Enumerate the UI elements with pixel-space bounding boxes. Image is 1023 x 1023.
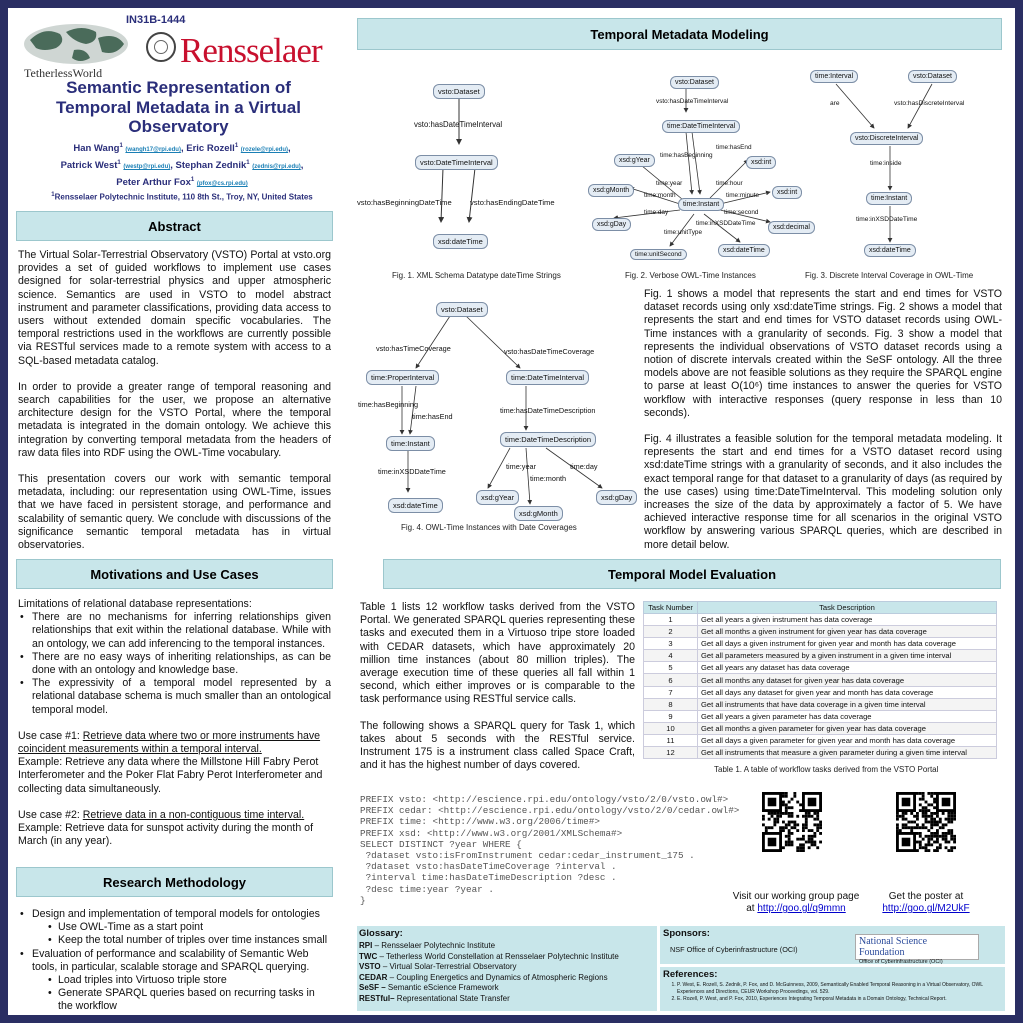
- nsf-logo: National Science Foundation Office of Cyberinfrastructure (OCI): [855, 934, 979, 960]
- table-row: [644, 662, 997, 674]
- figure-1: [357, 64, 557, 244]
- figure-4-edges: [350, 300, 640, 520]
- references-box: [660, 967, 1005, 1011]
- node-vsto-datetimeinterval: vsto:DateTimeInterval: [415, 155, 498, 170]
- edge-label: vsto:hasDateTimeInterval: [656, 98, 729, 105]
- task-number: 11: [644, 734, 698, 746]
- edge-label: time:hasBeginning: [660, 152, 713, 159]
- node-xsd-int: xsd:int: [746, 156, 776, 169]
- node-time-properinterval: time:ProperInterval: [366, 370, 439, 385]
- task-description: Get all instruments that measure a given parameter during a given time interval: [698, 747, 997, 759]
- poster-title: Semantic Representation of Temporal Metadata in a Virtual Observatory: [56, 78, 301, 136]
- figure-2: [580, 68, 810, 258]
- modeling-paragraph: Fig. 4 illustrates a feasible solution for the temporal metadata modeling. It represents the start and end times for a VSTO dataset record using xsd:dateTime strings with a granularity of seconds, and it also includes the exact temporal range for that dataset to a granularity of days (as required by the use cases) using time:DateTimeInterval. This modeling solution only increases the size of the data by approximately a factor of 5. We have achieved interactive response time for all scenarios in the original VSTO workflow by answering various SPARQL queries, which are described in more detail below.: [644, 433, 1002, 551]
- edge-label: time:unitType: [664, 229, 703, 236]
- glossary-list: [359, 941, 655, 1004]
- evaluation-paragraph: The following shows a SPARQL query for Task 1, which takes about 5 seconds with the RESTful service. Instrument 175 is a instrument class called Space Craft, and it has the highest number of days covered.: [360, 719, 635, 772]
- node-time-instant: time:Instant: [678, 198, 724, 211]
- poster: [8, 8, 1015, 1015]
- node-time-instant: time:Instant: [386, 436, 435, 451]
- email-link[interactable]: (wangh17@rpi.edu): [125, 147, 181, 154]
- node-vsto-dataset: vsto:Dataset: [670, 76, 719, 89]
- methodology-body: [18, 908, 331, 1014]
- sponsors-box: [660, 926, 1005, 964]
- task-number: 4: [644, 650, 698, 662]
- email-link[interactable]: (rozele@rpi.edu): [240, 147, 288, 154]
- column-header: Task Description: [698, 602, 997, 614]
- sponsors-text: NSF Office of Cyberinfrastructure (OCI): [670, 945, 798, 954]
- edge-label: time:day: [644, 209, 669, 216]
- task-number: 3: [644, 638, 698, 650]
- edge-label: time:hasEnd: [716, 144, 752, 151]
- edge-label: vsto:hasDiscreteInterval: [894, 100, 965, 107]
- authors-line-1: Han Wang$^1$ (wangh17@rpi.edu), Eric Rozell$^1$ (rozele@rpi.edu),: [73, 143, 291, 155]
- edge-label: time:inXSDDateTime: [378, 467, 446, 476]
- edge-label: time:hour: [716, 180, 743, 187]
- node-xsd-datetime: xsd:dateTime: [433, 234, 488, 249]
- figure-4: [350, 300, 640, 520]
- task-number: 7: [644, 686, 698, 698]
- abstract-paragraph: This presentation covers our work with semantic temporal metadata, including: our representation using OWL-Time, issues that we have faced in persistent storage, and performance and scalability of semantic query. We conclude with discussions of the significance semantic temporal metadata has in virtual observatories.: [18, 473, 331, 552]
- limitations-list: [18, 611, 331, 717]
- task-number: 12: [644, 747, 698, 759]
- node-vsto-discreteinterval: vsto:DiscreteInterval: [850, 132, 923, 145]
- task-description: Get all days any dataset for given year and month has data coverage: [698, 686, 997, 698]
- list-item: • Evaluation of performance and scalability of Semantic Web tools, in particular, scalable storage and SPARQL querying. • Load triples into Virtuoso triple store • Generate SPARQL queries based on recurring tasks in the workflow: [18, 948, 331, 1014]
- list-item: • There are no mechanisms for inferring relationships given relationships that exit within the relational database. While with an ontology, we can add inferencing to the temporal instances.: [18, 611, 331, 651]
- node-xsd-gyear: xsd:gYear: [476, 490, 519, 505]
- list-item: • Generate SPARQL queries based on recurring tasks in the workflow: [46, 987, 331, 1013]
- node-time-interval: time:Interval: [810, 70, 858, 83]
- edge-label: time:hasBeginning: [358, 400, 419, 409]
- edge-label: time:inXSDDateTime: [696, 220, 756, 227]
- figure-3-caption: Fig. 3. Discrete Interval Coverage in OWL-Time: [805, 271, 974, 280]
- tw-logo-text: TetherlessWorld: [24, 66, 103, 80]
- evaluation-paragraph: Table 1 lists 12 workflow tasks derived from the VSTO Portal. We generated SPARQL queries representing these tasks and executed them in a Virtuoso tripe store loaded with CEDAR datasets, which have approximately 20 million time instances (about 80 million triples). The average execution time of these queries all fall within 1 second, which either improves or is comparable to the task performance using RESTful service calls.: [360, 601, 635, 706]
- glossary-heading: Glossary:: [359, 928, 403, 939]
- task-number: 6: [644, 674, 698, 686]
- task-description: Get all days a given instrument for given year and month has data coverage: [698, 638, 997, 650]
- poster-id: IN31B-1444: [126, 14, 186, 26]
- globe-icon: [16, 22, 136, 72]
- edge-label: time:hasDateTimeDescription: [500, 406, 596, 415]
- table-row: [644, 710, 997, 722]
- rpi-wordmark: Rensselaer: [180, 31, 322, 70]
- node-time-datetimeinterval: time:DateTimeInterval: [662, 120, 740, 133]
- task-number: 9: [644, 710, 698, 722]
- table-caption: Table 1. A table of workflow tasks derived from the VSTO Portal: [714, 765, 939, 774]
- glossary-box: [357, 926, 657, 1011]
- edge-label: time:minute: [726, 192, 760, 199]
- reference-item: 1. P. West, E. Rozell, S. Zednik, P. Fox, and D. McGuinness, 2009, Semantically Enabled Temporal Reasoning in a Virtual Observatory, OWL Experiences and Directions, CEUR Workshop Proceedings, vol. 529.: [677, 982, 1002, 996]
- abstract-body: [18, 249, 331, 565]
- task-description: Get all years a given instrument has data coverage: [698, 614, 997, 626]
- sponsors-heading: Sponsors:: [663, 928, 710, 939]
- node-time-instant: time:Instant: [866, 192, 912, 205]
- task-description: Get all months a given instrument for given year has data coverage: [698, 626, 997, 638]
- qr-1-caption: Visit our working group page at http://goo.gl/q9mmn: [724, 891, 868, 915]
- rpi-seal-icon: [146, 32, 176, 62]
- node-xsd-datetime: xsd:dateTime: [864, 244, 916, 257]
- task-description: Get all years a given parameter has data coverage: [698, 710, 997, 722]
- qr-code-poster[interactable]: [892, 788, 960, 856]
- abstract-paragraph: The Virtual Solar-Terrestrial Observatory (VSTO) Portal at vsto.org provides a set of guided workflows to implement use cases designed for solar-terrestrial physics and upper atmospheric science. Semantics are used in VSTO to model abstract instrument and parameter classifications, providing data access to users without extended domain specific vocabularies. The temporal restrictions used in the workflows are currently possible via RESTful services made to a remote system with access to a SQL-based metadata catalog.: [18, 249, 331, 367]
- use-case-2: Use case #2: Retrieve data in a non-contiguous time interval. Example: Retrieve data for sunspot activity during the month of March (in any year).: [18, 808, 314, 848]
- edge-label: time:month: [644, 192, 676, 199]
- task-description: Get all days a given parameter for given year and month has data coverage: [698, 734, 997, 746]
- qr-1-label: Visit our working group page: [732, 891, 860, 902]
- evaluation-heading: Temporal Model Evaluation: [383, 559, 1001, 589]
- figure-4-caption: Fig. 4. OWL-Time Instances with Date Coverages: [401, 523, 577, 532]
- motivations-body: [18, 598, 331, 861]
- edge-label: vsto:hasBeginningDateTime: [357, 198, 452, 207]
- list-item: • There are no easy ways of inheriting relationships, as can be done with an ontology and knowledge base.: [18, 651, 331, 677]
- task-description: Get all instruments that have data coverage in a given time interval: [698, 698, 997, 710]
- edge-label: time:year: [656, 180, 683, 187]
- qr-2-caption: [876, 891, 976, 915]
- node-xsd-gday: xsd:gDay: [592, 218, 631, 231]
- list-item: • Keep the total number of triples over time instances small: [46, 934, 331, 947]
- edge-label: time:inside: [870, 160, 902, 167]
- node-xsd-int: xsd:int: [772, 186, 802, 199]
- node-vsto-dataset: vsto:Dataset: [908, 70, 957, 83]
- edge-label: time:hasEnd: [412, 412, 453, 421]
- node-xsd-decimal: xsd:decimal: [768, 221, 815, 234]
- node-vsto-dataset: vsto:Dataset: [433, 84, 485, 99]
- email-link[interactable]: (zednis@rpi.edu): [252, 164, 301, 171]
- node-xsd-datetime: xsd:dateTime: [388, 498, 443, 513]
- glossary-item: CEDAR – Coupling Energetics and Dynamics of Atmospheric Regions: [359, 972, 608, 982]
- authors-line-2: Patrick West$^1$ (westp@rpi.edu), Stephan Zednik$^1$ (zednis@rpi.edu),: [60, 160, 304, 172]
- poster-link[interactable]: http://goo.gl/M2UkF: [882, 903, 970, 914]
- glossary-item: SeSF – Semantic eScience Framework: [359, 983, 499, 992]
- affiliation: $^1$Rensselaer Polytechnic Institute, 110 8th St., Troy, NY, United States: [51, 192, 313, 202]
- figure-3: [808, 68, 988, 258]
- table-row: [644, 650, 997, 662]
- references-heading: References:: [663, 969, 718, 980]
- list-item: • The expressivity of a temporal model represented by a relational database schema is much smaller than an ontological temporal model.: [18, 677, 331, 717]
- task-description: Get all years any dataset has data coverage: [698, 662, 997, 674]
- edge-label: time:month: [530, 474, 567, 483]
- evaluation-text: [360, 601, 635, 785]
- glossary-item: TWC – Tetherless World Constellation at Rensselaer Polytechnic Institute: [359, 951, 619, 961]
- edge-label: time:second: [724, 209, 759, 216]
- qr-code-working-group[interactable]: [758, 788, 826, 856]
- modeling-paragraph: Fig. 1 shows a model that represents the start and end times for VSTO dataset records using only xsd:dateTime strings. Fig. 2 shows a model that represents the start and end times for VSTO dataset records using OWL-Time instances with a granularity of seconds. Fig. 3 show a model that represents the individual observations of VSTO dataset records using a notion of discrete intervals created within the SeSF ontology. All the three models above are not feasible solutions as they require the SPARQL engine to parse at least O(10⁶) time instances to answer the queries for VSTO workflow with interactive responses (query response in less than 10 seconds).: [644, 288, 1002, 419]
- task-number: 8: [644, 698, 698, 710]
- table-row: [644, 638, 997, 650]
- glossary-item: RPI – Rensselaer Polytechnic Institute: [359, 941, 496, 950]
- edge-label: time:year: [506, 462, 537, 471]
- edge-label: vsto:hasEndingDateTime: [470, 198, 555, 207]
- list-item: • Design and implementation of temporal models for ontologies • Use OWL-Time as a start point • Keep the total number of triples over time instances small: [18, 908, 331, 948]
- task-number: 2: [644, 626, 698, 638]
- email-link[interactable]: (pfox@cs.rpi.edu): [196, 181, 248, 188]
- edge-label: are: [830, 100, 840, 107]
- node-time-datetimeinterval: time:DateTimeInterval: [506, 370, 589, 385]
- node-xsd-gyear: xsd:gYear: [614, 154, 655, 167]
- working-group-link[interactable]: http://goo.gl/q9mmn: [757, 903, 846, 914]
- sparql-query: PREFIX vsto: <http://escience.rpi.edu/ontology/vsto/2/0/vsto.owl#> PREFIX cedar: <http://escience.rpi.edu/ontology/vsto/2/0/cedar.owl#> PREFIX time: <http://www.w3.org/2006/time#> PREFIX xsd: <http://www.w3.org/2001/XMLSchema#> SELECT DISTINCT ?year WHERE { ?dataset vsto:isFromInstrument cedar:cedar_instrument_175 . ?dataset vsto:hasDateTimeCoverage ?interval . ?interval time:hasDateTimeDescription ?desc . ?desc time:year ?year . }: [360, 794, 740, 906]
- reference-item: 2. E. Rozell, P. West, and P. Fox, 2010, Experiences Integrating Temporal Metadata in a Domain Ontology, Technical Report.: [677, 996, 1002, 1003]
- task-number: 10: [644, 722, 698, 734]
- node-time-datetimedescription: time:DateTimeDescription: [500, 432, 596, 447]
- figure-1-caption: Fig. 1. XML Schema Datatype dateTime Strings: [392, 271, 561, 280]
- table-row: [644, 734, 997, 746]
- email-link[interactable]: (westp@rpi.edu): [123, 164, 171, 171]
- use-case-1: Use case #1: Retrieve data where two or more instruments have coincident measurements within a temporal interval. Example: Retrieve any data where the Millstone Hill Fabry Perot Interferometer and the Poker Flat Fabry Perot Interferometer and collecting data simultaneously.: [18, 729, 323, 795]
- methodology-heading: Research Methodology: [16, 867, 333, 897]
- qr-2-label: Get the poster at: [888, 891, 964, 902]
- edge-label: time:day: [570, 462, 598, 471]
- list-item: • Use OWL-Time as a start point: [46, 921, 331, 934]
- authors: [18, 140, 346, 191]
- abstract-paragraph: In order to provide a greater range of temporal reasoning and search capabilities for the user, we propose an alternative architecture design for the VSTO Portal, where the temporal metadata is integrated in the domain ontology. We achieve this integration by converting temporal metadata from the headers of raw data files into RDF using the OWL-Time vocabulary.: [18, 380, 331, 459]
- column-header: Task Number: [644, 602, 698, 614]
- table-row: [644, 698, 997, 710]
- task-description: Get all parameters measured by a given instrument in a given time interval: [698, 650, 997, 662]
- table-row: [644, 626, 997, 638]
- table-row: [644, 614, 997, 626]
- glossary-item: RESTful– Representational State Transfer: [359, 993, 510, 1003]
- edge-label: time:inXSDDateTime: [856, 216, 918, 223]
- abstract-heading: Abstract: [16, 211, 333, 241]
- node-vsto-dataset: vsto:Dataset: [436, 302, 488, 317]
- task-number: 1: [644, 614, 698, 626]
- task-number: 5: [644, 662, 698, 674]
- node-xsd-gday: xsd:gDay: [596, 490, 637, 505]
- node-xsd-gmonth: xsd:gMonth: [588, 184, 634, 197]
- edge-label: vsto:hasDateTimeCoverage: [504, 347, 595, 356]
- table-row: [644, 722, 997, 734]
- node-time-unitsecond: time:unitSecond: [630, 249, 687, 260]
- table-row: [644, 686, 997, 698]
- glossary-item: VSTO – Virtual Solar-Terrestrial Observatory: [359, 962, 517, 971]
- table-row: [644, 674, 997, 686]
- modeling-text: [644, 288, 1002, 565]
- task-description: Get all months a given parameter for given year has data coverage: [698, 722, 997, 734]
- node-xsd-datetime: xsd:dateTime: [718, 244, 770, 257]
- task-description: Get all months any dataset for given year has data coverage: [698, 674, 997, 686]
- table-row: [644, 747, 997, 759]
- list-item: • Load triples into Virtuoso triple store: [46, 974, 331, 987]
- motivations-heading: Motivations and Use Cases: [16, 559, 333, 589]
- motivations-intro: Limitations of relational database representations:: [18, 598, 252, 610]
- tetherless-world-logo: [16, 22, 136, 78]
- figure-2-caption: Fig. 2. Verbose OWL-Time Instances: [625, 271, 756, 280]
- modeling-heading: Temporal Metadata Modeling: [357, 18, 1002, 50]
- node-xsd-gmonth: xsd:gMonth: [514, 506, 563, 521]
- edge-label: vsto:hasDateTimeInterval: [414, 120, 503, 129]
- tasks-table: [643, 601, 997, 759]
- edge-label: vsto:hasTimeCoverage: [376, 344, 451, 353]
- authors-line-3: Peter Arthur Fox$^1$ (pfox@cs.rpi.edu): [116, 177, 248, 189]
